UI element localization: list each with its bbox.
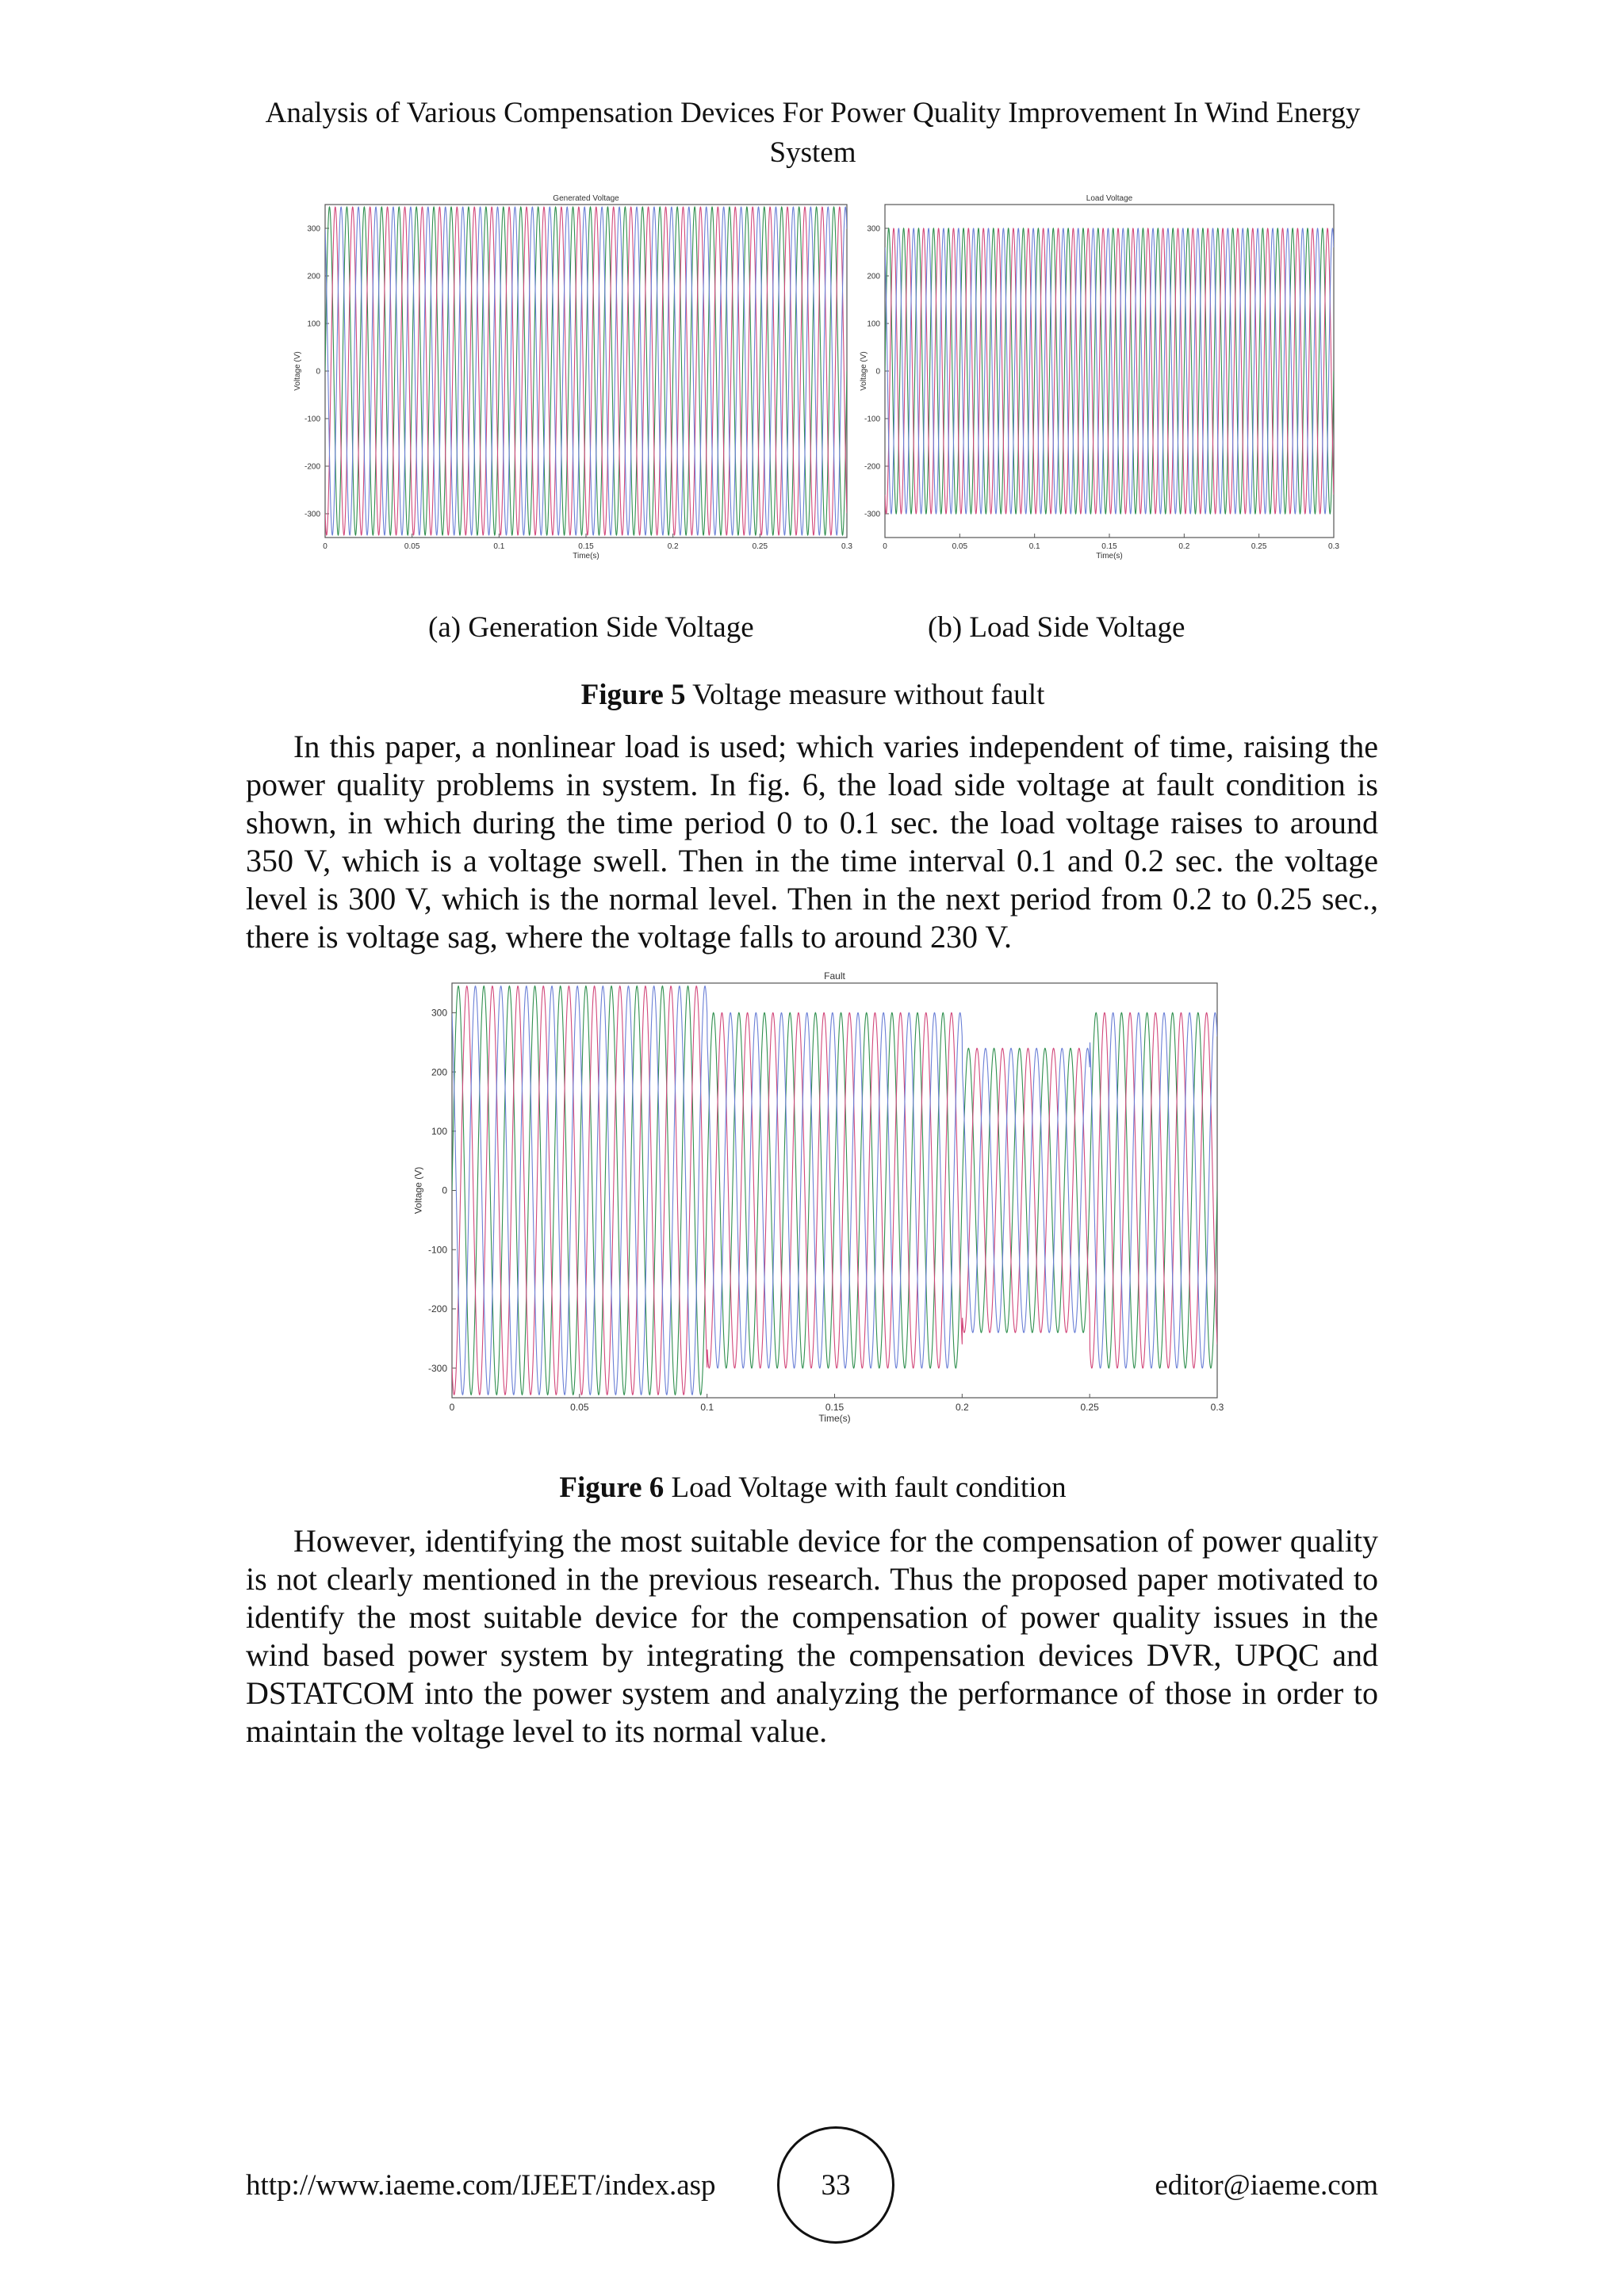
x-tick-label: 0.25 [1080,1402,1099,1413]
x-tick-label: 0.05 [404,542,420,551]
figure-5-label: Figure 5 [580,679,686,711]
chart-title: Fault [824,970,845,982]
y-tick-label: 300 [307,224,320,234]
paragraph-fault-description: In this paper, a nonlinear load is used; which varies independent of time, raising the power quality problems in system. In fig. 6, the load side voltage at fault condition is shown, in which during the time period 0 to 0.1 sec. the load voltage raises to around 350 V, which is a voltage swell. Then in the time interval 0.1 and 0.2 sec. the voltage level is 300 V, which is the normal level. Then in the next period from 0.2 to 0.25 sec., there is voltage sag, where the voltage falls to around 230 V. [246,729,1378,955]
subcaption-a: (a) Generation Side Voltage [428,611,754,644]
x-tick-label: 0.1 [700,1402,714,1413]
chart-load-svg [858,190,1339,571]
x-tick-label: 0 [449,1402,455,1413]
figure-6-caption [238,1471,1388,1506]
y-tick-label: -200 [864,462,880,472]
footer-journal-link[interactable]: http://www.iaeme.com/IJEET/index.asp [246,2169,716,2202]
y-tick-label: 100 [307,320,320,329]
x-tick-label: 0.15 [1101,542,1117,551]
y-tick-label: 100 [867,320,880,329]
x-tick-label: 0.05 [952,542,968,551]
chart-generated-svg [284,190,855,571]
subcaption-b: (b) Load Side Voltage [928,611,1185,644]
y-axis-label: Voltage (V) [293,351,302,391]
x-tick-label: 0 [323,542,327,551]
figure-6-text: Load Voltage with fault condition [664,1471,1067,1504]
x-tick-label: 0.05 [570,1402,589,1413]
x-tick-label: 0.15 [578,542,594,551]
x-tick-label: 0.3 [841,542,852,551]
x-axis-label: Time(s) [573,552,599,561]
chart-fault-svg [408,966,1224,1433]
x-tick-label: 0.1 [1028,542,1040,551]
y-tick-label: 200 [307,272,320,281]
y-tick-label: 200 [431,1066,447,1078]
page-number: 33 [821,2168,851,2202]
y-tick-label: -200 [304,462,320,472]
y-tick-label: -100 [864,415,880,424]
running-header [238,94,1388,173]
y-tick-label: -200 [427,1303,447,1315]
chart-title: Generated Voltage [553,194,619,203]
y-tick-label: -300 [427,1362,447,1374]
x-axis-label: Time(s) [1096,552,1123,561]
y-tick-label: -100 [427,1244,447,1256]
y-tick-label: 0 [442,1184,447,1196]
x-tick-label: 0.25 [1251,542,1267,551]
x-tick-label: 0.3 [1328,542,1339,551]
y-tick-label: 0 [316,367,320,377]
y-axis-label: Voltage (V) [412,1166,424,1215]
x-tick-label: 0.25 [752,542,768,551]
y-tick-label: 300 [431,1007,447,1019]
x-tick-label: 0.2 [667,542,679,551]
x-tick-label: 0.1 [493,542,505,551]
y-tick-label: -300 [304,510,320,519]
y-tick-label: -300 [864,510,880,519]
chart-generated-voltage [284,190,855,571]
footer-email-link[interactable]: editor@iaeme.com [1155,2169,1378,2202]
chart-load-voltage [858,190,1339,571]
y-tick-label: 300 [867,224,880,234]
x-tick-label: 0.3 [1210,1402,1224,1413]
y-tick-label: 0 [875,367,880,377]
figure-6-label: Figure 6 [559,1471,665,1504]
x-tick-label: 0.2 [1178,542,1190,551]
page-number-badge [777,2126,894,2244]
x-tick-label: 0.2 [955,1402,969,1413]
y-axis-label: Voltage (V) [860,351,868,391]
y-tick-label: -100 [304,415,320,424]
paragraph-motivation: However, identifying the most suitable device for the compensation of power quality is not clearly mentioned in the previous research. Thus the proposed paper motivated to identify the most suitable device for the compensation of power quality issues in the wind based power system by integrating the compensation devices DVR, UPQC and DSTATCOM into the power system and analyzing the performance of those in order to maintain the voltage level to its normal value. [246,1523,1378,1749]
y-tick-label: 200 [867,272,880,281]
y-tick-label: 100 [431,1125,447,1137]
x-tick-label: 0 [883,542,887,551]
chart-title: Load Voltage [1086,194,1133,203]
x-tick-label: 0.15 [825,1402,845,1413]
running-header-title: Analysis of Various Compensation Devices For Power Quality Improvement In Wind Energy System [265,97,1361,169]
figure-5-caption [238,678,1388,713]
x-axis-label: Time(s) [818,1413,851,1424]
figure-5-text: Voltage measure without fault [685,679,1045,711]
chart-fault-load-voltage [408,966,1224,1433]
